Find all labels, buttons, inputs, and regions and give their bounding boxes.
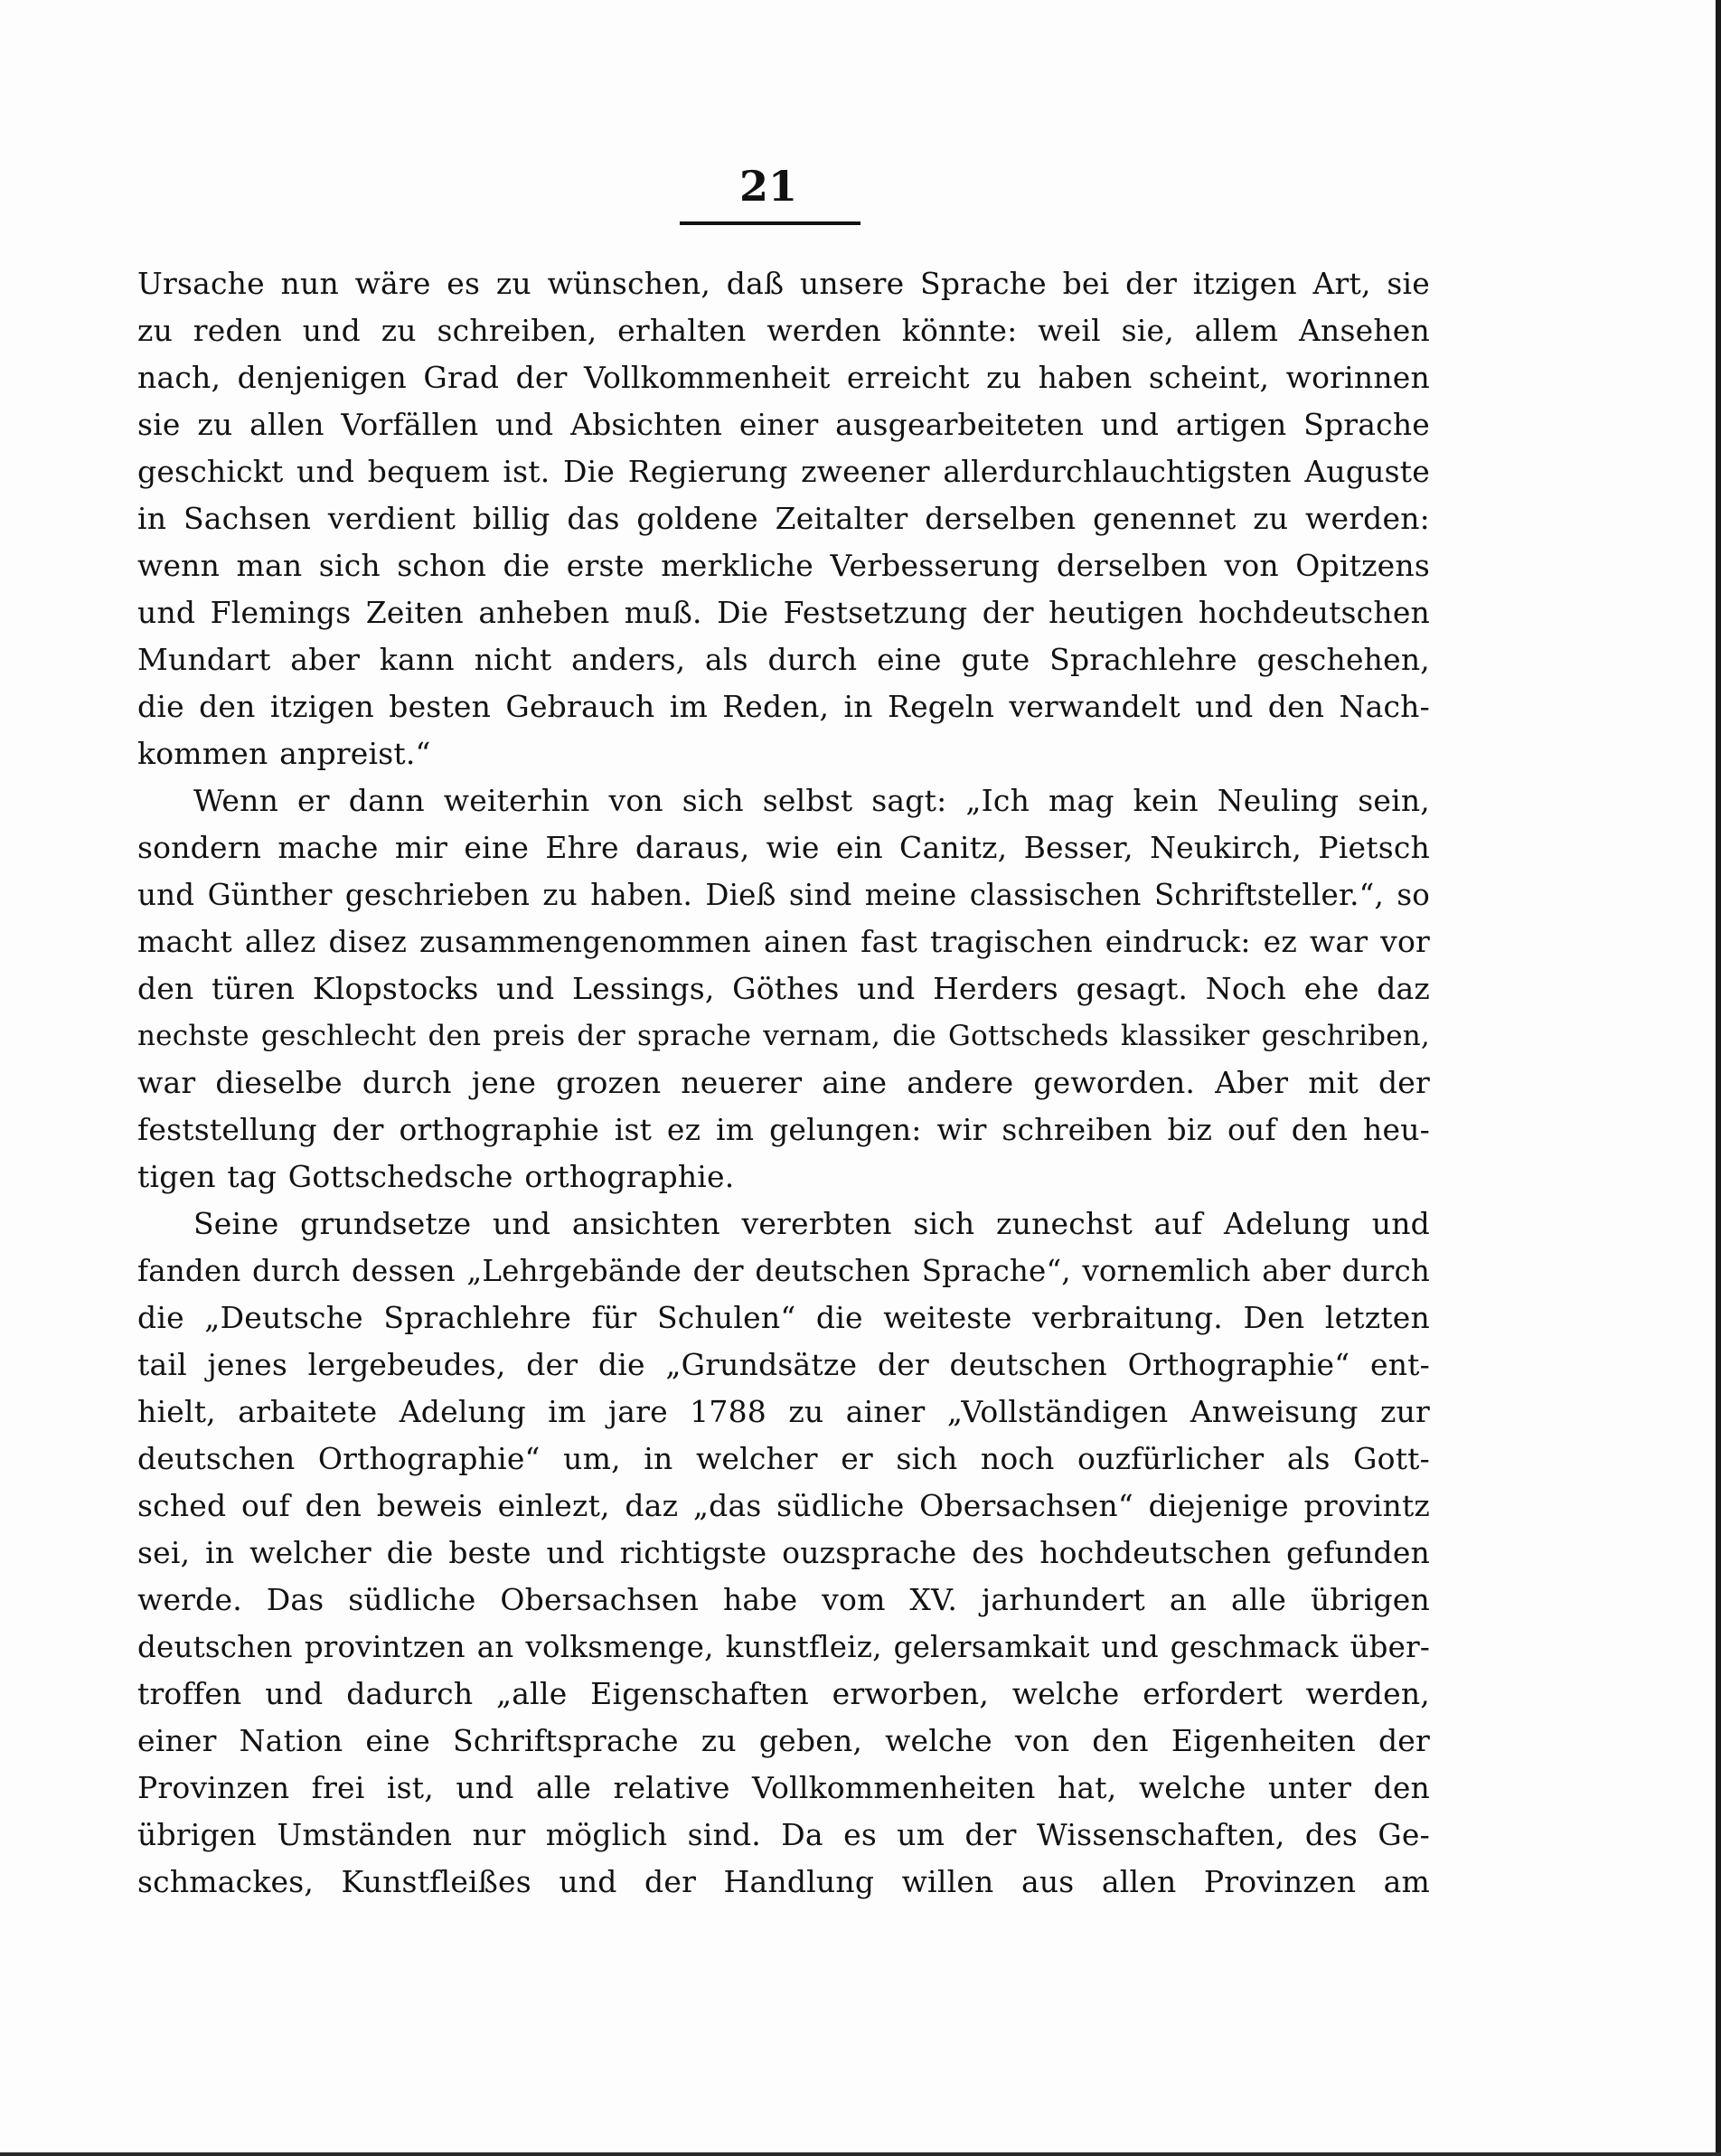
text-line: kommen anpreist.“ (137, 736, 431, 771)
text-line: einer Nation eine Schriftsprache zu geben, welche von den Eigenheiten der (137, 1723, 1430, 1758)
text-line: Seine grundsetze und ansichten vererbten sich zunechst auf Adelung und (193, 1206, 1430, 1241)
text-line: schmackes, Kunstfleißes und der Handlung willen aus allen Provinzen am (137, 1864, 1430, 1899)
text-line: die den itzigen besten Gebrauch im Reden, in Regeln verwandelt und den Nach- (137, 689, 1430, 724)
text-line: die „Deutsche Sprachlehre für Schulen“ die weiteste verbraitung. Den letzten (137, 1300, 1430, 1335)
text-line: macht allez disez zusammengenommen ainen fast tragischen eindruck: ez war vor (137, 924, 1430, 959)
text-line: sched ouf den beweis einlezt, daz „das südliche Obersachsen“ diejenige provintz (137, 1488, 1430, 1523)
paragraph (137, 260, 1430, 777)
text-line: troffen und dadurch „alle Eigenschaften erworben, welche erfordert werden, (137, 1676, 1430, 1711)
paragraph (137, 777, 1430, 1200)
text-line: Mundart aber kann nicht anders, als durch eine gute Sprachlehre geschehen, (137, 642, 1430, 677)
text-line: zu reden und zu schreiben, erhalten werden könnte: weil sie, allem Ansehen (137, 313, 1430, 348)
text-line: übrigen Umständen nur möglich sind. Da es um der Wissenschaften, des Ge- (137, 1817, 1430, 1852)
text-line: Provinzen frei ist, und alle relative Vollkommenheiten hat, welche unter den (137, 1770, 1430, 1805)
text-line: in Sachsen verdient billig das goldene Zeitalter derselben genennet zu werden: (137, 501, 1430, 536)
text-line: Ursache nun wäre es zu wünschen, daß unsere Sprache bei der itzigen Art, sie (137, 266, 1430, 301)
text-line: geschickt und bequem ist. Die Regierung zweener allerdurchlauchtigsten Auguste (137, 454, 1430, 489)
text-line: den türen Klopstocks und Lessings, Göthes und Herders gesagt. Noch ehe daz (137, 971, 1430, 1006)
text-line: wenn man sich schon die erste merkliche Verbesserung derselben von Opitzens (137, 548, 1430, 583)
text-line: werde. Das südliche Obersachsen habe vom XV. jarhundert an alle übrigen (137, 1582, 1430, 1617)
text-line: hielt, arbaitete Adelung im jare 1788 zu ainer „Vollständigen Anweisung zur (137, 1394, 1430, 1429)
page-edge-bottom (0, 2152, 1721, 2156)
text-line: feststellung der orthographie ist ez im gelungen: wir schreiben biz ouf den heu- (137, 1112, 1430, 1147)
body-text (137, 260, 1430, 1906)
text-line: sei, in welcher die beste und richtigste ouzsprache des hochdeutschen gefunden (137, 1535, 1430, 1570)
paragraph (137, 1200, 1430, 1906)
page-number: 21 (738, 162, 797, 211)
text-line: tail jenes lergebeudes, der die „Grundsätze der deutschen Orthographie“ ent- (137, 1347, 1430, 1382)
text-line: deutschen provintzen an volksmenge, kunstfleiz, gelersamkait und geschmack über- (137, 1630, 1430, 1664)
text-line: und Günther geschrieben zu haben. Dieß sind meine classischen Schriftsteller.“, so (137, 878, 1430, 912)
text-line: deutschen Orthographie“ um, in welcher er sich noch ouzfürlicher als Gott- (137, 1441, 1430, 1476)
text-line: nechste geschlecht den preis der sprache vernam, die Gottscheds klassiker geschriben, (137, 1020, 1430, 1052)
page-edge-shadow (1716, 0, 1721, 2156)
text-line: tigen tag Gottschedsche orthographie. (137, 1159, 735, 1194)
text-line: sie zu allen Vorfällen und Absichten einer ausgearbeiteten und artigen Sprache (137, 407, 1430, 442)
text-line: nach, denjenigen Grad der Vollkommenheit erreicht zu haben scheint, worinnen (137, 360, 1430, 395)
header-rule (680, 221, 860, 225)
text-line: fanden durch dessen „Lehrgebände der deutschen Sprache“, vornemlich aber durch (137, 1254, 1430, 1288)
text-line: Wenn er dann weiterhin von sich selbst sagt: „Ich mag kein Neuling sein, (193, 783, 1430, 818)
text-line: sondern mache mir eine Ehre daraus, wie ein Canitz, Besser, Neukirch, Pietsch (137, 830, 1430, 865)
text-line: war dieselbe durch jene grozen neuerer aine andere geworden. Aber mit der (137, 1065, 1430, 1100)
text-line: und Flemings Zeiten anheben muß. Die Festsetzung der heutigen hochdeutschen (137, 595, 1430, 630)
